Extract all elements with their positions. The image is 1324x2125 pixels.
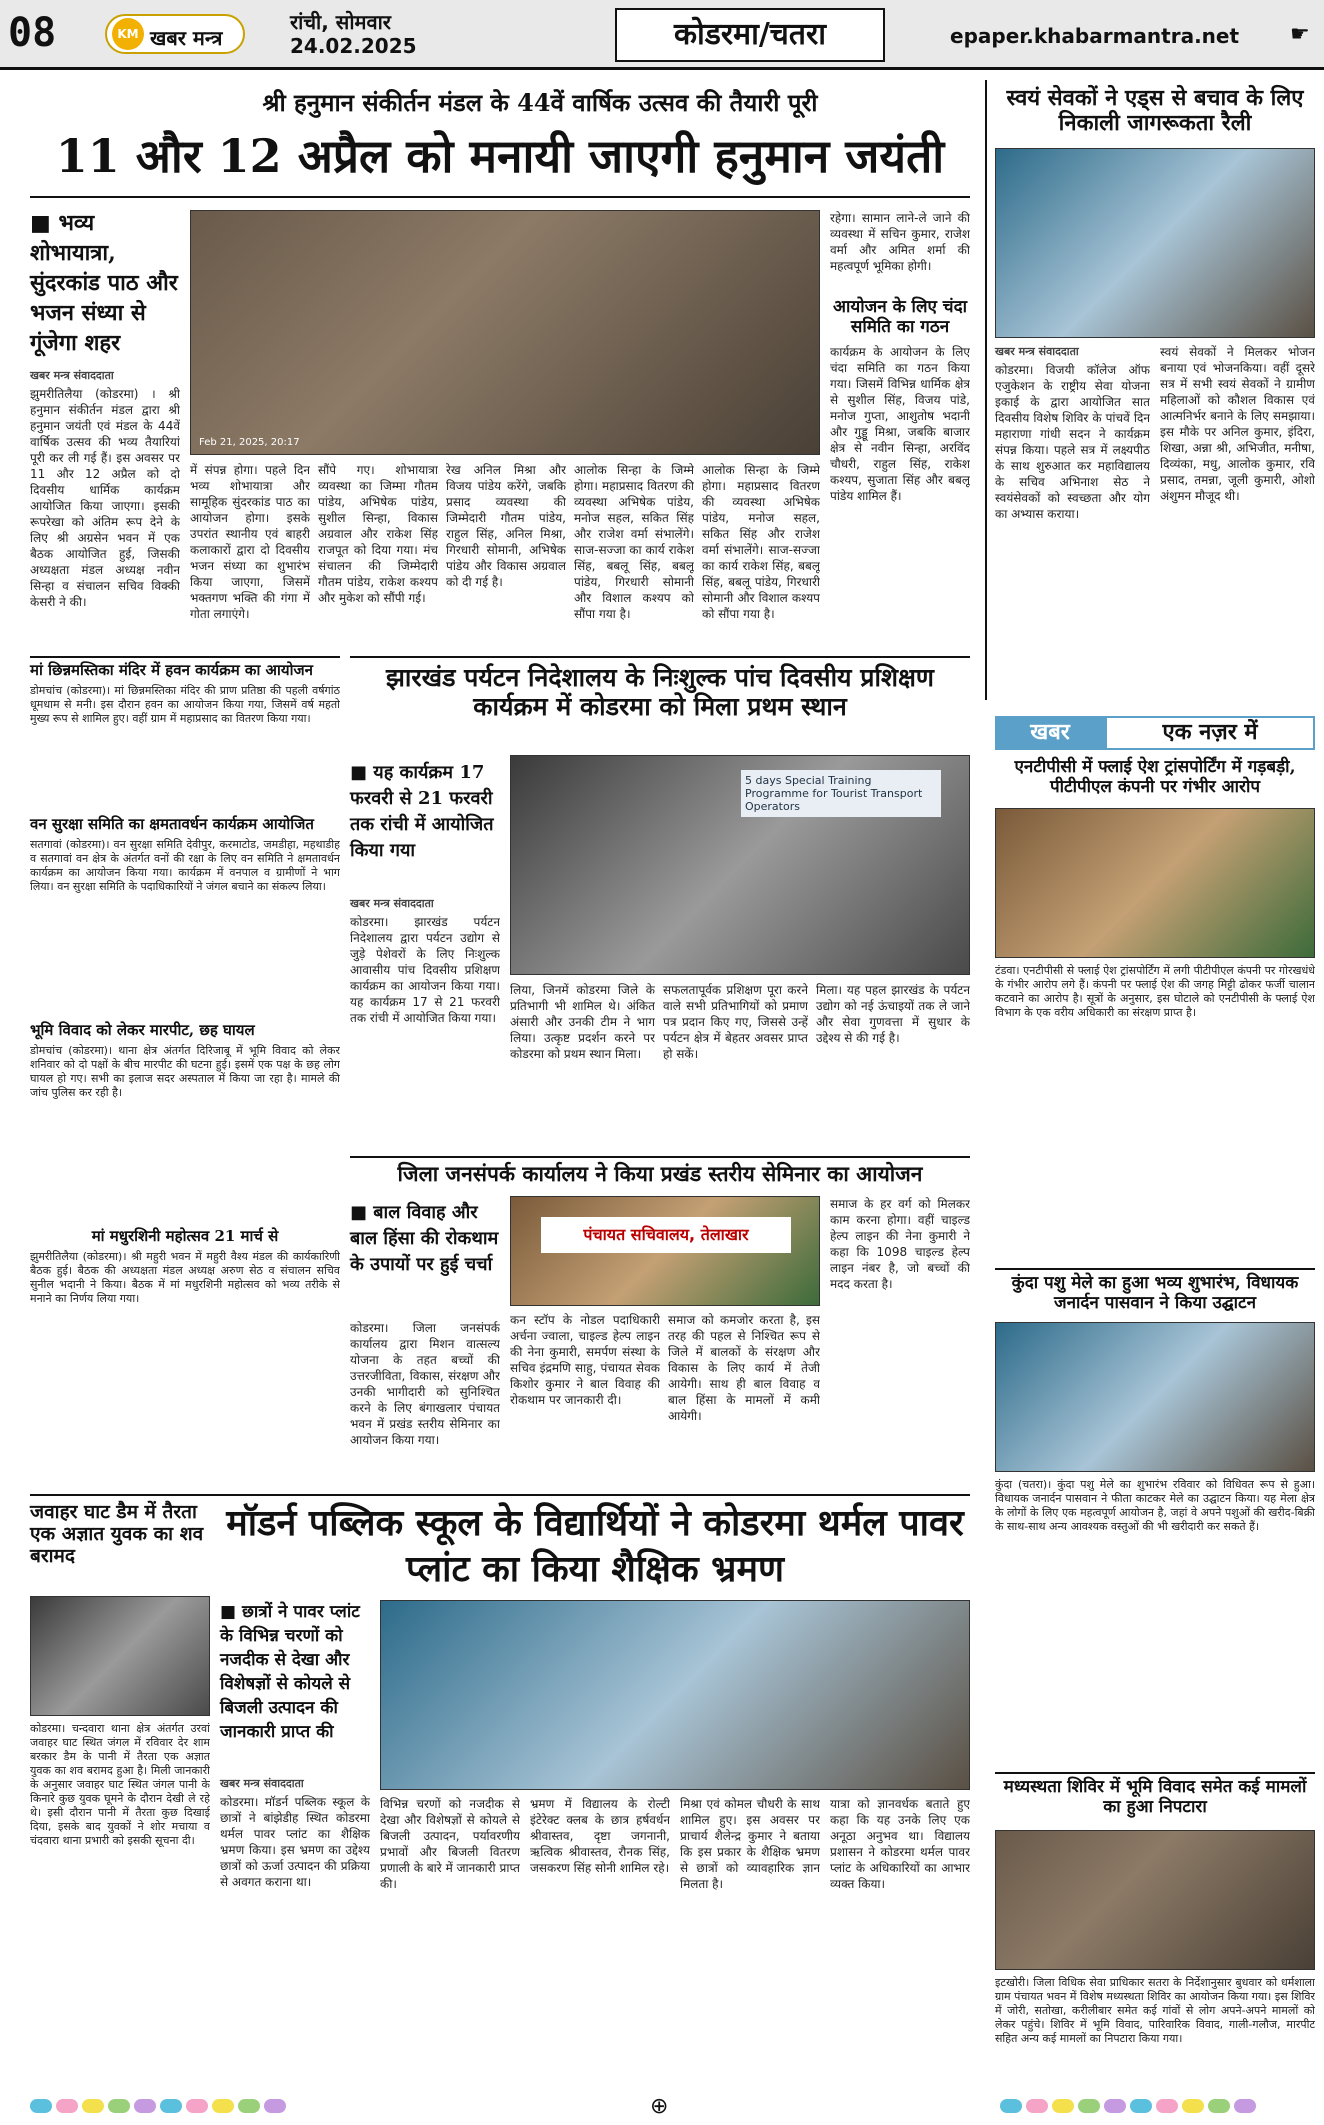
rally-photo <box>995 148 1315 338</box>
ek-nazar-tag: खबर <box>995 716 1105 750</box>
aids-col2: स्वयं सेवकों ने मिलकर भोजन बनाया एवं भोजनकिया। वहीं दूसरे सत्र में सभी स्वयं सेवकों ने ग्रामीण महिलाओं को कौशल विकास एवं आत्मनिर्भर बनाने के लिए समझाया। इस मौके पर अनिल कुमार, इंदिरा, शिखा, अन्ना श्री, अभिजीत, मनीषा, दिव्यंका, मधु, आलोक कुमार, रवि प्रसाद, तमन्ना, जूली कुमारी, ओशो अंशुमन मौजूद थी। <box>1160 345 1315 503</box>
lead-headline: 11 और 12 अप्रैल को मनायी जाएगी हनुमान जयंती <box>55 129 945 183</box>
tourism-col4: मिला। यह पहल झारखंड के पर्यटन उद्योग को नई ऊंचाइयों तक ले जाने और सेवा गुणवत्ता में सुधार के उद्देश्य से की गई है। <box>816 983 970 1045</box>
left-story4-body: झुमरीतिलैया (कोडरमा)। श्री महुरी भवन में महुरी वैश्य मंडल की कार्यकारिणी बैठक हुई। बैठक की अध्यक्षता मंडल अध्यक्ष अरुण सेठ व संचालन सचिव सुनील भदानी ने किया। बैठक में मां मधुरशिनी महोत्सव को भव्य तरीके से मनाने का निर्णय लिया गया। <box>30 1250 340 1305</box>
school-col4: मिश्रा एवं कोमल चौधरी के साथ शामिल हुए। इस अवसर पर प्राचार्य शैलेन्द्र कुमार ने बताया कि इस प्रकार के शैक्षिक भ्रमण से छात्रों को व्यावहारिक ज्ञान मिलता है। <box>680 1797 820 1891</box>
photo-timestamp: Feb 21, 2025, 20:17 <box>199 437 300 448</box>
ntpc-photo <box>995 808 1315 958</box>
aids-headline: स्वयं सेवकों ने एड्स से बचाव के लिए निकाली जागरूकता रैली <box>1006 85 1304 137</box>
footer-dot <box>264 2099 286 2113</box>
seminar-col2: कन स्टॉप के नोडल पदाधिकारी अर्चना ज्वाला, चाइल्ड हेल्प लाइन की नेना कुमारी, समर्पण संस्था के सचिव इंद्रमणि साहु, पंचायत सेवक किशोर कुमार ने बाल विवाह की रोकथाम पर जानकारी दी। <box>510 1313 660 1407</box>
footer-dot <box>1000 2099 1022 2113</box>
bullet-icon: ■ <box>220 1602 242 1622</box>
school-col2: विभिन्न चरणों को नजदीक से देखा और विशेषज्ञों से कोयले से बिजली उत्पादन, पर्यावरणीय प्रभावों और बिजली वितरण प्रणाली के बारे में जानकारी प्राप्त की। <box>380 1797 520 1891</box>
left-story1-body: डोमचांच (कोडरमा)। मां छिन्नमस्तिका मंदिर की प्राण प्रतिष्ठा की पहली वर्षगांठ धूमधाम से मनी। इस दौरान हवन का आयोजन किया गया, जिसमें वर्ष महतो मुख्य रूप से शामिल हुए। वहीं ग्राम में महाप्रसाद का वितरण किया गया। <box>30 684 340 725</box>
seminar-col4: समाज के हर वर्ग को मिलकर काम करना होगा। वहीं चाइल्ड हेल्प लाइन की नेना कुमारी ने कहा कि 1098 चाइल्ड हेल्प लाइन नंबर है, जो बच्चों की मदद करता है। <box>830 1197 970 1291</box>
divider <box>350 656 970 658</box>
issue-date: 24.02.2025 <box>290 34 417 58</box>
pointer-hand-icon: ☛ <box>1290 22 1310 47</box>
tourism-byline: खबर मन्त्र संवाददाता <box>350 897 434 910</box>
seminar-headline: जिला जनसंपर्क कार्यालय ने किया प्रखंड स्तरीय सेमिनार का आयोजन <box>397 1161 923 1186</box>
tourism-col2: लिया, जिनमें कोडरमा जिले के प्रतिभागी भी शामिल थे। अंकित अंसारी और उनकी टीम ने भाग लिया। उत्कृष्ट प्रदर्शन करने पर कोडरमा को प्रथम स्थान मिला। <box>510 983 655 1061</box>
camp-photo <box>995 1830 1315 1970</box>
section-title: कोडरमा/चतरा <box>615 8 885 62</box>
mela-body: कुंदा (चतरा)। कुंदा पशु मेले का शुभारंभ रविवार को विधिवत रूप से हुआ। विधायक जनार्दन पासवान ने फीता काटकर मेले का उद्घाटन किया। यह मेला क्षेत्र के लोगों के लिए एक महत्वपूर्ण आयोजन है, जहां वे अपने पशुओं की खरीद-बिक्री के साथ-साथ अन्य आवश्यक वस्तुओं की भी खरीदारी कर सकते हैं। <box>995 1478 1315 1533</box>
lead-col4: रेख अनिल मिश्रा और विजय पांडेय करेंगे, जबकि प्रसाद व्यवस्था की जिम्मेदारी गौतम पांडेय, राहुल सिंह, अनिल मिश्रा, गिरधारी सोमानी, अभिषेक पांडेय और विकास अग्रवाल को दी गई है। <box>446 463 566 589</box>
lead-col3: सौंपे गए। शोभायात्रा व्यवस्था का जिम्मा गौतम पांडेय, अभिषेक पांडेय, सुशील सिन्हा, विकास अग्रवाल और राकेश सिंह राजपूत को दिया गया। मंच संचालन की जिम्मेदारी गौतम पांडेय, राकेश कश्यप और मुकेश को सौंपी गई। <box>318 463 438 605</box>
left-story1-title: मां छिन्नमस्तिका मंदिर में हवन कार्यक्रम का आयोजन <box>30 661 313 679</box>
body-found-body: कोडरमा। चन्दवारा थाना क्षेत्र अंतर्गत उरवां जवाहर घाट स्थित जंगल में रविवार देर शाम बरकार डैम के पानी में तैरता एक अज्ञात युवक का शव बरामद हुआ है। मिली जानकारी के अनुसार जवाहर घाट स्थित जंगल पानी के किनारे कुछ युवक घूमने के दौरान देखी ले रहे थे। इसी दौरान पानी में तैरता कुछ दिखाई दिया, इसके बाद युवकों ने शोर मचाया व चंदवारा थाना प्रभारी को इसकी सूचना दी। <box>30 1722 210 1847</box>
footer-dot <box>1104 2099 1126 2113</box>
header-dateline <box>290 10 417 58</box>
footer-dot <box>1078 2099 1100 2113</box>
footer-dot <box>160 2099 182 2113</box>
footer-dots-right <box>1000 2098 1260 2118</box>
mela-headline: कुंदा पशु मेले का हुआ भव्य शुभारंभ, विधायक जनार्दन पासवान ने किया उद्घाटन <box>1011 1273 1299 1313</box>
footer-dot <box>212 2099 234 2113</box>
ntpc-body: टंडवा। एनटीपीसी से फ्लाई ऐश ट्रांसपोर्टिंग में लगी पीटीपीएल कंपनी पर गोरखधंधे के गंभीर आरोप लगे हैं। कंपनी पर फ्लाई ऐश की जगह मिट्टी ढोकर फर्जी चालान कटवाने का आरोप है। सूत्रों के अनुसार, इस घोटाले को एनटीपीसी के फ्लाई ऐश विभाग के एक वरीय अधिकारी का संरक्षण प्राप्त है। <box>995 964 1315 1019</box>
footer-dot <box>134 2099 156 2113</box>
bullet-icon: ■ <box>350 762 374 783</box>
website-link[interactable]: epaper.khabarmantra.net <box>950 24 1240 48</box>
footer-dot <box>1182 2099 1204 2113</box>
body-found-headline: जवाहर घाट डैम में तैरता एक अज्ञात युवक का शव बरामद <box>30 1501 204 1567</box>
footer-dot <box>30 2099 52 2113</box>
divider <box>30 196 970 198</box>
footer-dot <box>1052 2099 1074 2113</box>
footer-dot <box>82 2099 104 2113</box>
lead-col2: में संपन्न होगा। पहले दिन भव्य शोभायात्रा और सामूहिक सुंदरकांड पाठ का आयोजन होगा। इसके उपरांत स्थानीय एवं बाहरी कलाकारों द्वारा दो दिवसीय भजन संध्या का शुभारंभ किया जाएगा, जिसमें भक्तगण भक्ति की गंगा में गोता लगाएंगे। <box>190 463 310 621</box>
footer-dot <box>1130 2099 1152 2113</box>
lead-col6: रहेगा। सामान लाने-ले जाने की व्यवस्था में सचिन कुमार, राजेश वर्मा और अमित शर्मा की महत्वपूर्ण भूमिका होगी। <box>830 211 970 273</box>
lead-col1: झुमरीतिलैया (कोडरमा) । श्री हनुमान संकीर्तन मंडल द्वारा श्री हनुमान जयंती एवं मंडल के 44वें वार्षिक उत्सव की भव्य तैयारियां पूरी कर ली गई हैं। इस अवसर पर 11 और 12 अप्रैल को दो दिवसीय धार्मिक कार्यक्रम आयोजित किया जाएगा। इसकी रूपरेखा को अंतिम रूप देने के लिए श्री अग्रसेन भवन में एक बैठक आयोजित हुई, जिसकी अध्यक्षता मंडल अध्यक्ष नवीन सिन्हा व संचालन सचिव विक्की केसरी ने की। <box>30 387 180 609</box>
footer-dot <box>1026 2099 1048 2113</box>
lead-subhead: आयोजन के लिए चंदा समिति का गठन <box>832 297 968 337</box>
bullet-icon: ■ <box>350 1202 374 1223</box>
tourism-headline: झारखंड पर्यटन निदेशालय के निःशुल्क पांच दिवसीय प्रशिक्षण कार्यक्रम में कोडरमा को मिला प्रथम स्थान <box>386 663 934 721</box>
tourism-bullet-text: यह कार्यक्रम 17 फरवरी से 21 फरवरी तक रांची में आयोजित किया गया <box>350 762 494 861</box>
crosshair-icon: ⊕ <box>650 2094 669 2119</box>
award-photo <box>510 755 970 975</box>
divider <box>995 1268 1315 1270</box>
footer-dot <box>108 2099 130 2113</box>
divider <box>995 1772 1315 1774</box>
panchayat-photo <box>510 1196 820 1306</box>
panchayat-sign: पंचायत सचिवालय, तेलाखार <box>541 1217 791 1253</box>
left-story2-body: सतगावां (कोडरमा)। वन सुरक्षा समिति देवीपुर, करमाटोड, जमडीहा, महथाडीह व सतगावां वन क्षेत्र के अंतर्गत वनों की रक्षा के लिए वन समिति ने क्षमतावर्धन कार्यक्रम का आयोजन किया गया। कार्यक्रम में वनपाल व ग्रामीणों ने भाग लिया। वन सुरक्षा समिति के पदाधिकारियों ने जंगल बचाने का संकल्प लिया। <box>30 838 340 893</box>
footer-dots-left <box>30 2098 290 2118</box>
footer-dot <box>1234 2099 1256 2113</box>
seminar-bullet-text: बाल विवाह और बाल हिंसा की रोकथाम के उपायों पर हुई चर्चा <box>350 1202 499 1275</box>
left-story3-title: भूमि विवाद को लेकर मारपीट, छह घायल <box>30 1021 255 1039</box>
bullet-icon: ■ <box>30 210 59 236</box>
school-col5: यात्रा को ज्ञानवर्धक बताते हुए कहा कि यह उनके लिए एक अनूठा अनुभव था। विद्यालय प्रशासन ने कोडरमा थर्मल पावर प्लांट के अधिकारियों का आभार व्यक्त किया। <box>830 1797 970 1891</box>
lead-bullet-text: भव्य शोभायात्रा, सुंदरकांड पाठ और भजन संध्या से गूंजेगा शहर <box>30 210 178 356</box>
page-number: 08 <box>8 10 57 56</box>
camp-headline: मध्यस्थता शिविर में भूमि विवाद समेत कई मामलों का हुआ निपटारा <box>1003 1777 1307 1817</box>
lead-photo <box>190 210 820 455</box>
aids-col1: कोडरमा। विजयी कॉलेज ऑफ एजुकेशन के राष्ट्रीय सेवा योजना इकाई के द्वारा आयोजित सात दिवसीय विशेष शिविर के पांचवें दिन महाराणा गांधी सदन ने कार्यक्रम संपन्न किया। पहले सत्र में लक्ष्यपीठ के साथ शुरुआत कर महाविद्यालय के सचिव अभिनाश सेठ ने स्वयंसेवकों को स्वच्छता और योग का अभ्यास कराया। <box>995 363 1150 521</box>
mela-photo <box>995 1322 1315 1472</box>
school-bullet-text: छात्रों ने पावर प्लांट के विभिन्न चरणों को नजदीक से देखा और विशेषज्ञों से कोयले से बिजली उत्पादन की जानकारी प्राप्त की <box>220 1602 360 1742</box>
divider <box>30 656 340 658</box>
divider <box>30 1494 970 1496</box>
seminar-bullet <box>350 1200 500 1278</box>
school-bullet <box>220 1600 370 1744</box>
ntpc-headline: एनटीपीसी में फ्लाई ऐश ट्रांसपोर्टिंग में गड़बड़ी, पीटीपीएल कंपनी पर गंभीर आरोप <box>1014 757 1296 797</box>
footer-dot <box>238 2099 260 2113</box>
left-story2-title: वन सुरक्षा समिति का क्षमतावर्धन कार्यक्रम आयोजित <box>30 815 314 833</box>
footer-dot <box>1208 2099 1230 2113</box>
tourism-col1: कोडरमा। झारखंड पर्यटन निदेशालय द्वारा पर्यटन उद्योग से जुड़े पेशेवरों के लिए निःशुल्क आवासीय पांच दिवसीय प्रशिक्षण कार्यक्रम का आयोजन किया गया। यह कार्यक्रम 17 से 21 फरवरी तक रांची में आयोजित किया गया। <box>350 915 500 1025</box>
left-story3-body: डोमचांच (कोडरमा)। थाना क्षेत्र अंतर्गत दिरिजाबू में भूमि विवाद को लेकर शनिवार को दो पक्षों के बीच मारपीट की घटना हुई। इसमें एक पक्ष के छह लोग घायल हो गए। सभी का इलाज सदर अस्पताल में किया जा रहा है। मामले की जांच पुलिस कर रही है। <box>30 1044 340 1099</box>
students-photo <box>380 1600 970 1790</box>
left-story4-title: मां मधुरशिनी महोत्सव 21 मार्च से <box>91 1227 279 1245</box>
city-day: रांची, सोमवार <box>290 10 391 34</box>
column-divider <box>985 80 987 700</box>
lead-col5: आलोक सिन्हा के जिम्मे होगा। महाप्रसाद वितरण की व्यवस्था अभिषेक पांडेय, मनोज सहल, सकित सिंह और राजेश वर्मा संभालेंगे। साज-सज्जा का कार्य राकेश सिंह, बबलू सिंह, बबलू पांडेय, गिरधारी सोमानी और विशाल कश्यप को सौंपा गया है। <box>574 463 694 621</box>
lead-kicker: श्री हनुमान संकीर्तन मंडल के 44वें वार्षिक उत्सव की तैयारी पूरी <box>262 88 818 117</box>
dam-photo <box>30 1596 210 1716</box>
footer-dot <box>186 2099 208 2113</box>
brand-name: खबर मन्त्र <box>150 26 223 50</box>
ek-nazar-label: एक नज़र में <box>1105 716 1315 750</box>
school-byline: खबर मन्त्र संवाददाता <box>220 1777 304 1790</box>
tourism-col3: सफलतापूर्वक प्रशिक्षण पूरा करने वाले सभी प्रतिभागियों को प्रमाण पत्र प्रदान किए गए, जिससे उन्हें पर्यटन क्षेत्र में बेहतर अवसर प्राप्त हो सकें। <box>663 983 808 1061</box>
footer-dot <box>56 2099 78 2113</box>
camp-body: इटखोरी। जिला विधिक सेवा प्राधिकार सतरा के निर्देशानुसार बुधवार को धर्मशाला ग्राम पंचायत भवन में विशेष मध्यस्थता शिविर का आयोजन किया गया। इस शिविर में जोरी, सतोखा, करीलीबार समेत कई गांवों से लोग अपने-अपने मामलों को लेकर पहुंचे। शिविर में भूमि विवाद, पारिवारिक विवाद, गाली-गलौज, मारपीट सहित अन्य कई मामलों का निपटारा किया गया। <box>995 1976 1315 2045</box>
training-banner: 5 days Special Training Programme for Tourist Transport Operators <box>741 770 941 817</box>
footer-dot <box>1156 2099 1178 2113</box>
divider <box>350 1156 970 1158</box>
lead-col5b: आलोक सिन्हा के जिम्मे होगा। महाप्रसाद वितरण की व्यवस्था अभिषेक पांडेय, मनोज सहल, सकित सिंह और राजेश वर्मा संभालेंगे। साज-सज्जा का कार्य राकेश सिंह, बबलू सिंह, बबलू पांडेय, गिरधारी सोमानी और विशाल कश्यप को सौंपा गया है। <box>702 463 820 621</box>
lead-byline: खबर मन्त्र संवाददाता <box>30 369 114 382</box>
aids-byline: खबर मन्त्र संवाददाता <box>995 345 1079 358</box>
seminar-col3: समाज को कमजोर करता है, इस तरह की पहल से निश्चित रूप से जिले में बालकों के संरक्षण और विकास के लिए कार्य में तेजी आयेगी। साथ ही बाल विवाह व बाल हिंसा के मामलों में कमी आयेगी। <box>668 1313 820 1423</box>
tourism-bullet <box>350 760 500 864</box>
school-headline: मॉडर्न पब्लिक स्कूल के विद्यार्थियों ने कोडरमा थर्मल पावर प्लांट का किया शैक्षिक भ्रमण <box>226 1502 964 1590</box>
school-col1: कोडरमा। मॉडर्न पब्लिक स्कूल के छात्रों ने बांझेडीह स्थित कोडरमा थर्मल पावर प्लांट का शैक्षिक भ्रमण किया। इस भ्रमण का उद्देश्य छात्रों को ऊर्जा उत्पादन की प्रक्रिया से अवगत कराना था। <box>220 1795 370 1889</box>
brand-logo-icon: KM <box>112 18 144 50</box>
school-col3: भ्रमण में विद्यालय के रोल्टी इंटेरेक्ट क्लब के छात्र हर्षवर्धन श्रीवास्तव, दृष्टा जगनानी, ऋत्विक श्रीवास्तव, रौनक सिंह, जसकरण सिंह सोनी शामिल रहे। <box>530 1797 670 1875</box>
lead-col6b: कार्यक्रम के आयोजन के लिए चंदा समिति का गठन किया गया। जिसमें विभिन्न धार्मिक क्षेत्र से सुशील सिंह, विजय पांडे, मनोज गुप्ता, आशुतोष भदानी और गुड्डू मिश्रा, जबकि बाजार क्षेत्र से नवीन सिन्हा, अरविंद चौधरी, राहुल सिंह, राकेश कश्यप, सुजाता सिंह और बबलू पांडेय शामिल हैं। <box>830 345 970 503</box>
seminar-col1: कोडरमा। जिला जनसंपर्क कार्यालय द्वारा मिशन वात्सल्य योजना के तहत बच्चों की उत्तरजीविता, विकास, संरक्षण और उनकी भागीदारी को सुनिश्चित करने के लिए बंगाखलार पंचायत भवन में प्रखंड स्तरीय सेमिनार का आयोजन किया गया। <box>350 1321 500 1447</box>
lead-bullet <box>30 208 180 358</box>
